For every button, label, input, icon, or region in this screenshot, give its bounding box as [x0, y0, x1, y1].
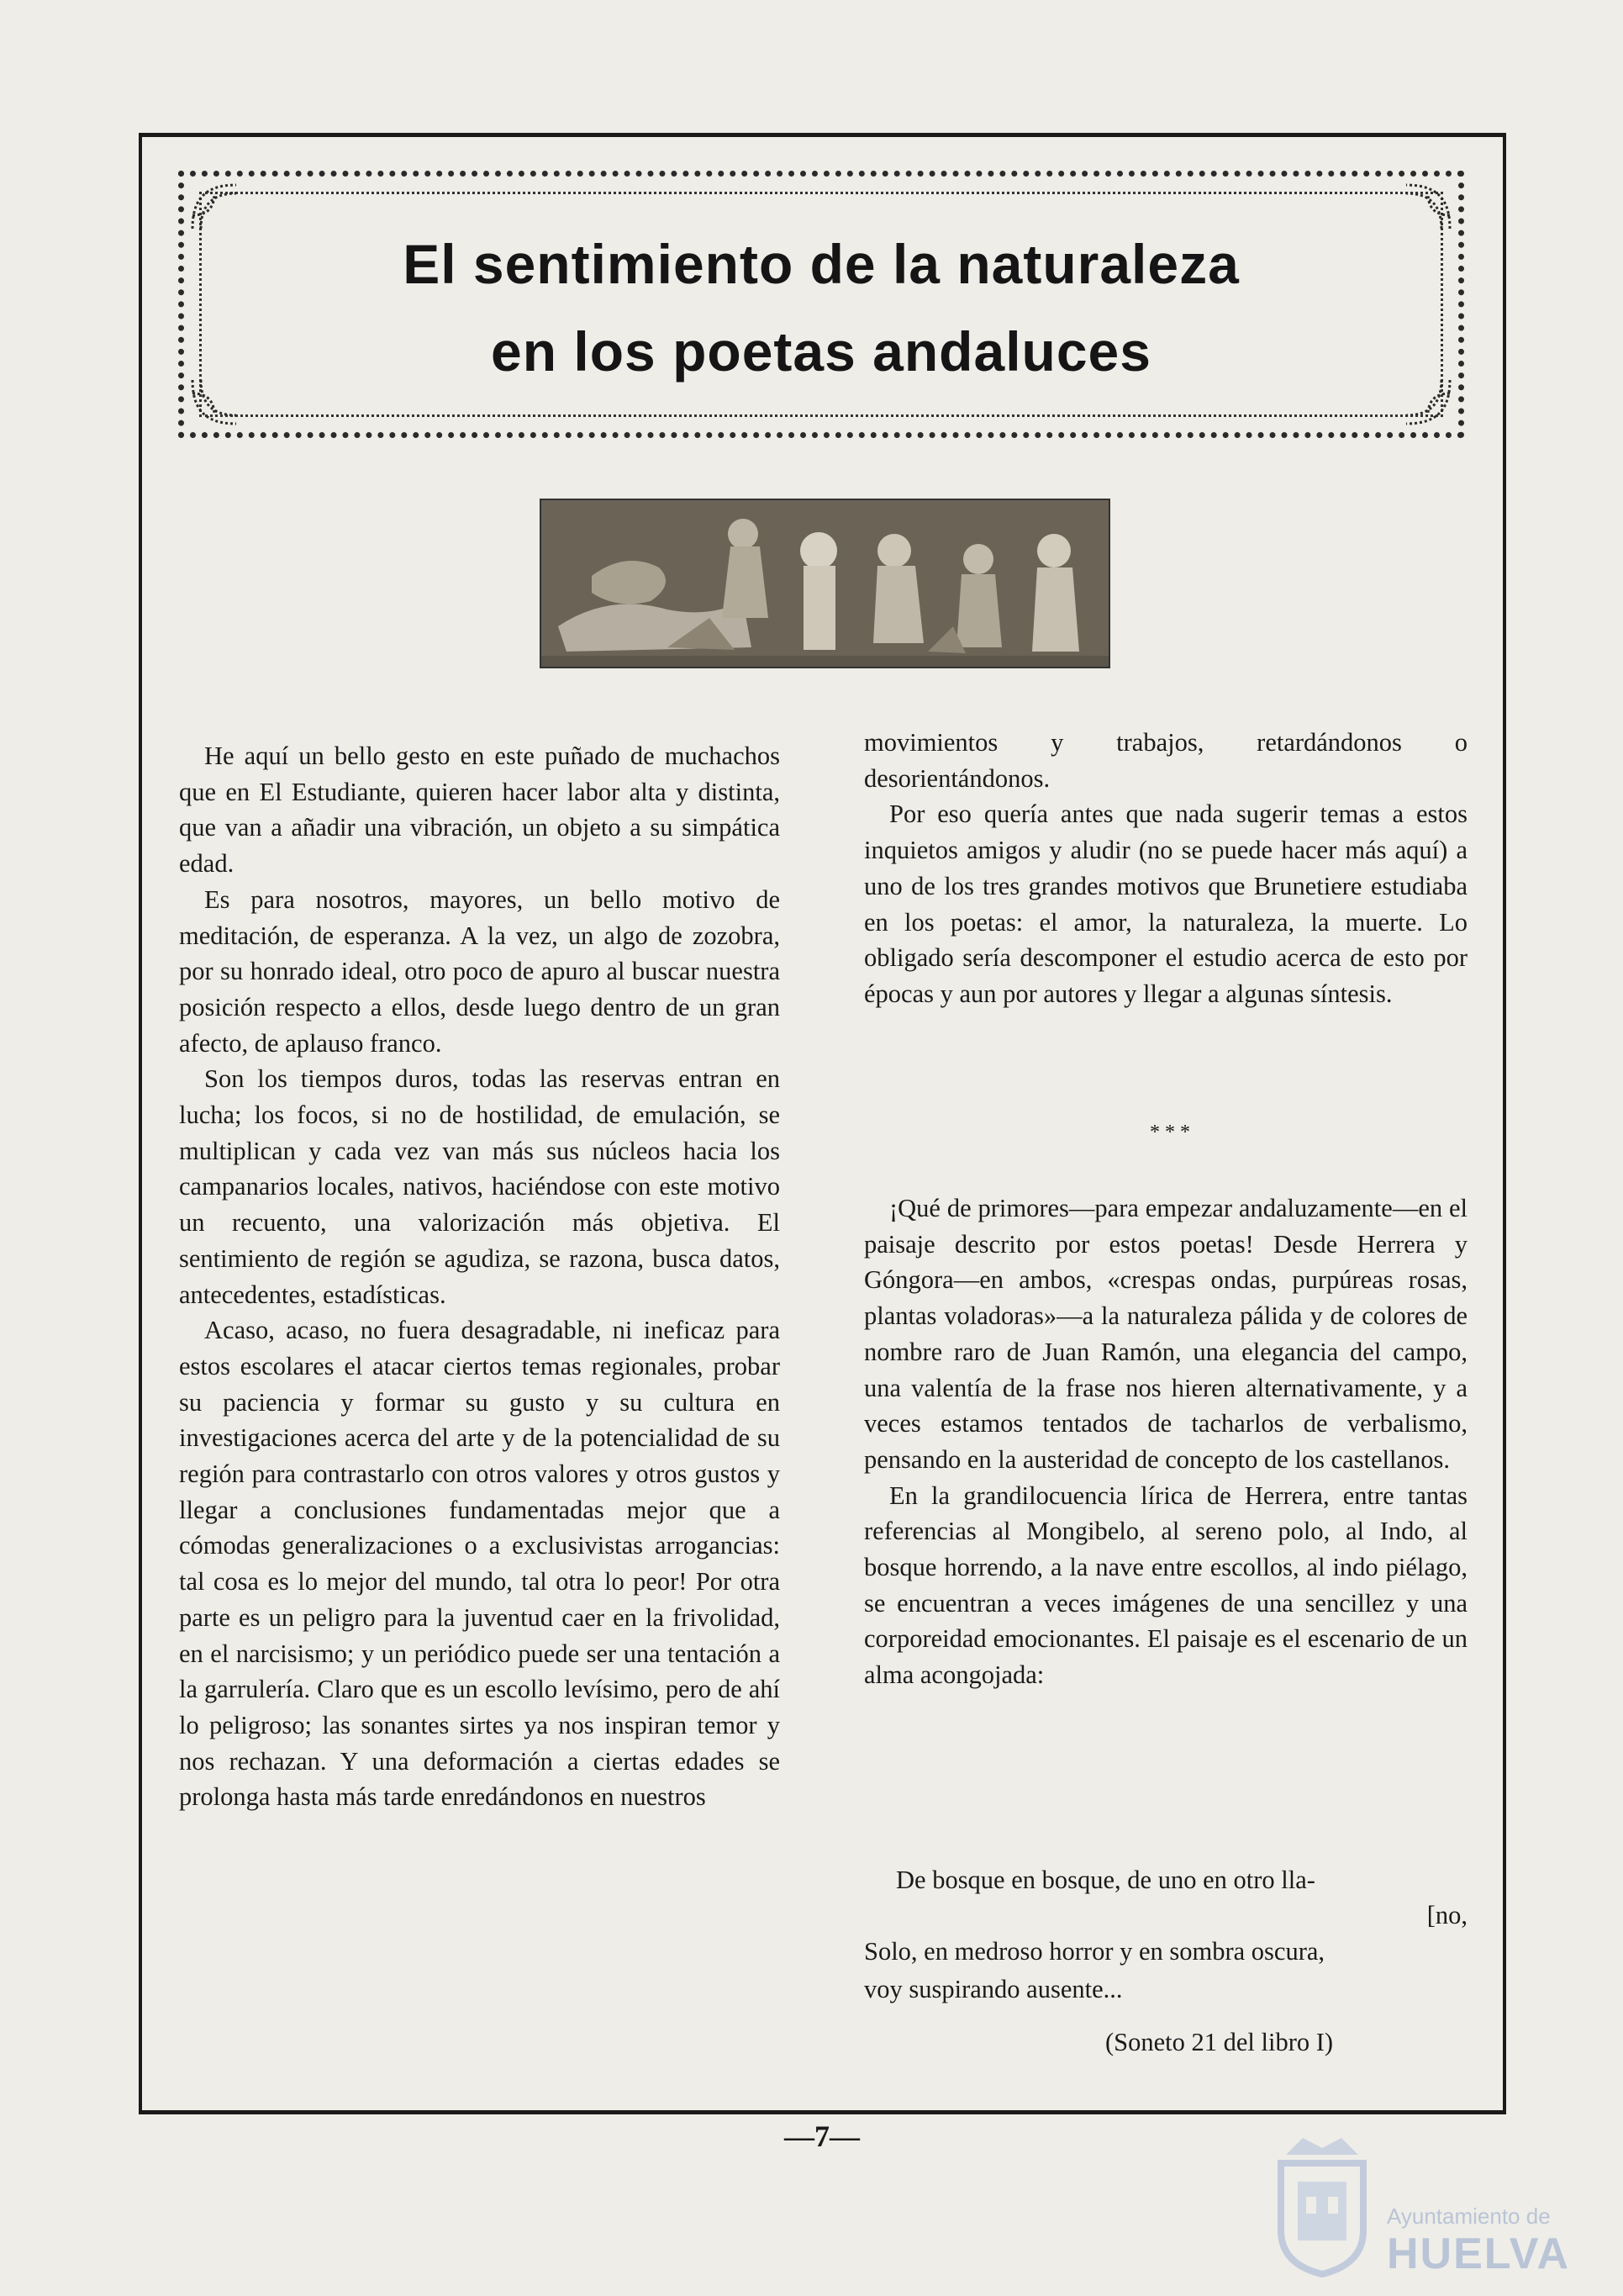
- paragraph: En la grandilocuencia lírica de Herrera, entre tantas referencias al Mongibelo, al sereno polo, al Indo, al bosque horrendo, a la nave entre escollos, al indo piélago, se encuentran a veces imágenes de una sencillez y una corporeidad emocionantes. El paisaje es el escenario de un alma acongojada:: [864, 1481, 1468, 1690]
- right-column: [864, 725, 1468, 1012]
- paragraph-continuation: movimientos y trabajos, retardándonos o desorientándonos.: [864, 728, 1468, 793]
- poem-line-continuation: [no,: [1426, 1901, 1468, 1929]
- article-title: [178, 220, 1464, 395]
- title-line-2: en los poetas andaluces: [491, 320, 1151, 383]
- watermark: [1269, 2123, 1572, 2283]
- poem-line: De bosque en bosque, de uno en otro lla-: [896, 1866, 1315, 1894]
- left-column: [179, 738, 780, 1815]
- watermark-big-text: HUELVA: [1387, 2230, 1571, 2278]
- citation: (Soneto 21 del libro I): [1105, 2028, 1334, 2056]
- page-number: —7—: [784, 2119, 860, 2153]
- paragraph: ¡Qué de primores—para empezar andaluzamente—en el paisaje descrito por estos poetas! Desde Herrera y Góngora—en ambos, «crespas ondas, purpúreas rosas, plantas voladoras»—a la naturaleza pálida y de colores de nombre raro de Juan Ramón, una elegancia del campo, una valentía de la frase nos hieren alternativamente, y a veces estamos tentados de tacharlos de verbalismo, pensando en la austeridad de concepto de los castellanos.: [864, 1194, 1468, 1474]
- poem-line: voy suspirando ausente...: [864, 1975, 1123, 2003]
- right-column-lower: [864, 1190, 1468, 1693]
- watermark-small-text: Ayuntamiento de: [1387, 2204, 1551, 2229]
- city-crest-icon: [1269, 2130, 1375, 2278]
- section-separator: [1145, 1122, 1195, 1162]
- paragraph: He aquí un bello gesto en este puñado de muchachos que en El Estudiante, quieren hacer labor alta y distinta, que van a añadir una vibración, un objeto a su simpática edad.: [179, 742, 780, 879]
- paragraph: Acaso, acaso, no fuera desagradable, ni ineficaz para estos escolares el atacar ciertos temas regionales, probar su paciencia y formar su gusto y su cultura en investigaciones acerca del arte y de la potencialidad de su región para contrastarlo con otros valores y otros gustos y llegar a conclusiones fundamentadas mejor que a cómodas generalizaciones o a exclusivistas arrogancias: tal cosa es lo mejor del mundo, tal otra lo peor! Por otra parte es un peligro para la juventud caer en la frivolidad, en el narcisismo; y un periódico puede ser una tentación a la garrulería. Claro que es un escollo levísimo, pero de ahí lo peligroso; las sonantes sirtes ya nos inspiran temor y nos rechazan. Y una deformación a ciertas edades se prolonga hasta más tarde enredándonos en nuestros: [179, 1316, 780, 1812]
- separator-asterisks: * * *: [1150, 1122, 1190, 1143]
- title-line-1: El sentimiento de la naturaleza: [403, 233, 1240, 295]
- poem-line: Solo, en medroso horror y en sombra oscura,: [864, 1937, 1325, 1966]
- paragraph: Por eso quería antes que nada sugerir temas a estos inquietos amigos y aludir (no se puede hacer más aquí) a uno de los tres grandes motivos que Brunetiere estudiaba en los poetas: el amor, la naturaleza, la muerte. Lo obligado sería descomponer el estudio acerca de esto por épocas y aun por autores y llegar a algunas síntesis.: [864, 800, 1468, 1008]
- bas-relief-engraving-icon: [540, 499, 1110, 668]
- paragraph: Son los tiempos duros, todas las reservas entran en lucha; los focos, si no de hostilidad, de emulación, se multiplican y cada vez van más sus núcleos hacia los campanarios locales, nativos, haciéndose con este motivo un recuento, una valorización más objetiva. El sentimiento de región se agudiza, se razona, busca datos, antecedentes, estadísticas.: [179, 1064, 780, 1309]
- paragraph: Es para nosotros, mayores, un bello motivo de meditación, de esperanza. A la vez, un algo de zozobra, por su honrado ideal, otro poco de apuro al buscar nuestra posición respecto a ellos, desde luego dentro de un gran afecto, de aplauso franco.: [179, 884, 780, 1058]
